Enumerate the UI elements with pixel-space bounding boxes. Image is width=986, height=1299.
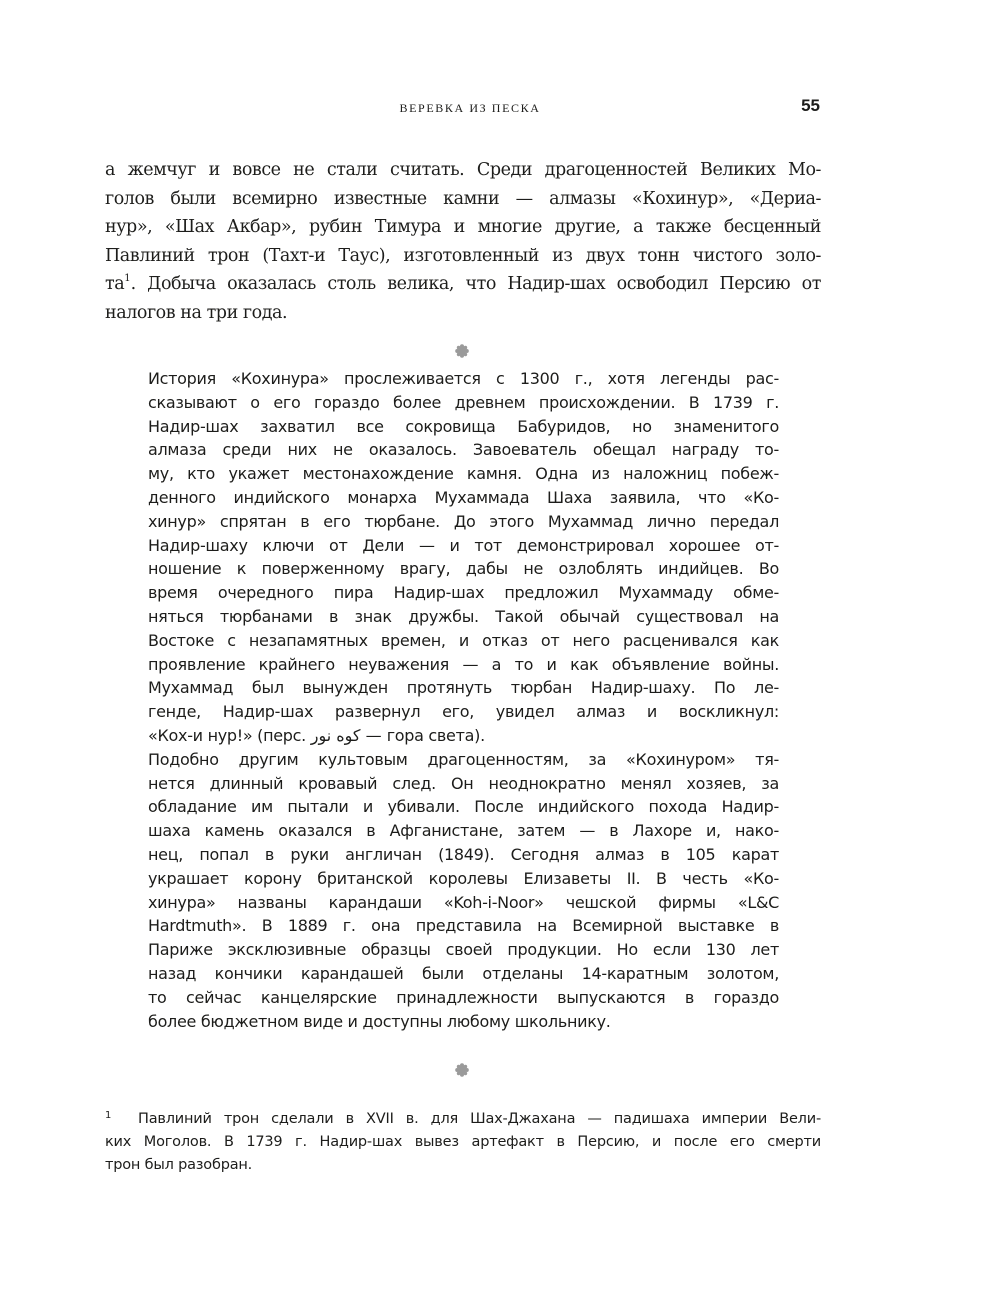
sidebar-line: шаха камень оказался в Афганистане, затем — в Лахоре и, нако- bbox=[148, 821, 779, 841]
sidebar-line: украшает корону британской королевы Елизаветы II. В честь «Ко- bbox=[148, 868, 779, 888]
footnote-line: трон был разобран. bbox=[105, 1157, 253, 1174]
sidebar-line: алмаза среди них не оказалось. Завоеватель обещал награду то- bbox=[148, 440, 779, 460]
sidebar-line: сказывают о его гораздо более древнем происхождении. В 1739 г. bbox=[148, 392, 779, 412]
sidebar-line: назад кончики карандашей были отделаны 14-каратным золотом, bbox=[148, 963, 779, 983]
sidebar-line: генде, Надир-шах развернул его, увидел алмаз и воскликнул: bbox=[148, 702, 779, 722]
sidebar-line: более бюджетном виде и доступны любому школьнику. bbox=[148, 1011, 611, 1031]
sidebar-text bbox=[148, 367, 779, 1033]
footnote bbox=[105, 1108, 821, 1178]
sidebar-line: хинура» названы карандаши «Koh-i-Noor» чешской фирмы «L&C bbox=[148, 892, 779, 912]
sidebar-line: Мухаммад был вынужден протянуть тюрбан Надир-шаху. По ле- bbox=[148, 678, 779, 698]
footnote-line: ких Моголов. В 1739 г. Надир-шах вывез артефакт в Персию, и после его смерти bbox=[105, 1134, 821, 1151]
main-text bbox=[105, 156, 821, 328]
sidebar-line: денного индийского монарха Мухаммада Шаха заявила, что «Ко- bbox=[148, 487, 779, 507]
divider-ornament-icon bbox=[455, 344, 469, 358]
text-line bbox=[105, 270, 821, 299]
footnote-text: Павлиний трон сделали в XVII в. для Шах-Джахана — падишаха империи Вели- bbox=[138, 1111, 821, 1127]
page-number: 55 bbox=[801, 96, 820, 115]
text-fragment: та bbox=[105, 274, 125, 295]
sidebar-line: История «Кохинура» прослеживается с 1300 г., хотя легенды рас- bbox=[148, 369, 779, 388]
text-line: Павлиний трон (Тахт-и Таус), изготовленный из двух тонн чистого золо- bbox=[105, 245, 821, 266]
sidebar-line: Востоке с незапамятных времен, и отказ от него расценивался как bbox=[148, 630, 779, 650]
text-line: налогов на три года. bbox=[105, 302, 288, 323]
text-line: а жемчуг и вовсе не стали считать. Среди драгоценностей Великих Мо- bbox=[105, 160, 821, 180]
text-fragment: . Добыча оказалась столь велика, что Надир-шах освободил Персию от bbox=[130, 274, 821, 295]
running-title: ВЕРЕВКА ИЗ ПЕСКА bbox=[399, 101, 541, 115]
sidebar-line: нется длинный кровавый след. Он неоднократно менял хозяев, за bbox=[148, 773, 779, 793]
text-line: нур», «Шах Акбар», рубин Тимура и многие другие, а также бесценный bbox=[105, 217, 821, 238]
sidebar-line: ношение к поверженному врагу, дабы не озлоблять индийцев. Во bbox=[148, 559, 779, 579]
sidebar-line: проявление крайнего неуважения — а то и как объявление войны. bbox=[148, 654, 779, 674]
sidebar-line: Hardtmuth». В 1889 г. она представила на Всемирной выставке в bbox=[148, 916, 779, 936]
footnote-line: 1 Павлиний трон сделали в XVII в. для Шах-Джахана — падишаха империи Вели- bbox=[105, 1110, 821, 1127]
footnote-reference[interactable]: 1 bbox=[124, 273, 131, 285]
sidebar-line: няться тюрбанами в знак дружбы. Такой обычай существовал на bbox=[148, 606, 779, 626]
sidebar-line: Париже эксклюзивные образцы своей продукции. Но если 130 лет bbox=[148, 940, 779, 960]
sidebar-line: обладание им пытали и убивали. После индийского похода Надир- bbox=[148, 797, 779, 817]
sidebar-line: Надир-шах захватил все сокровища Бабуридов, но знаменитого bbox=[148, 416, 779, 436]
sidebar-line: Надир-шаху ключи от Дели — и тот демонстрировал хорошее от- bbox=[148, 535, 779, 555]
sidebar-line: хинур» спрятан в его тюрбане. До этого Мухаммад лично передал bbox=[148, 511, 779, 531]
sidebar-line: «Кох-и нур!» (перс. کوه نور — гора света). bbox=[148, 725, 485, 745]
text-line: голов были всемирно известные камни — алмазы «Кохинур», «Дериа- bbox=[105, 188, 821, 209]
sidebar-line: Подобно другим культовым драгоценностям, за «Кохинуром» тя- bbox=[148, 749, 779, 769]
sidebar-line: му, кто укажет местонахождение камня. Одна из наложниц побеж- bbox=[148, 464, 779, 484]
sidebar-line: время очередного пира Надир-шах предложил Мухаммаду обме- bbox=[148, 583, 779, 603]
divider-ornament-icon bbox=[455, 1063, 469, 1077]
sidebar-line: то сейчас канцелярские принадлежности выпускаются в гораздо bbox=[148, 987, 779, 1007]
sidebar-line: нец, попал в руки англичан (1849). Сегодня алмаз в 105 карат bbox=[148, 844, 779, 864]
